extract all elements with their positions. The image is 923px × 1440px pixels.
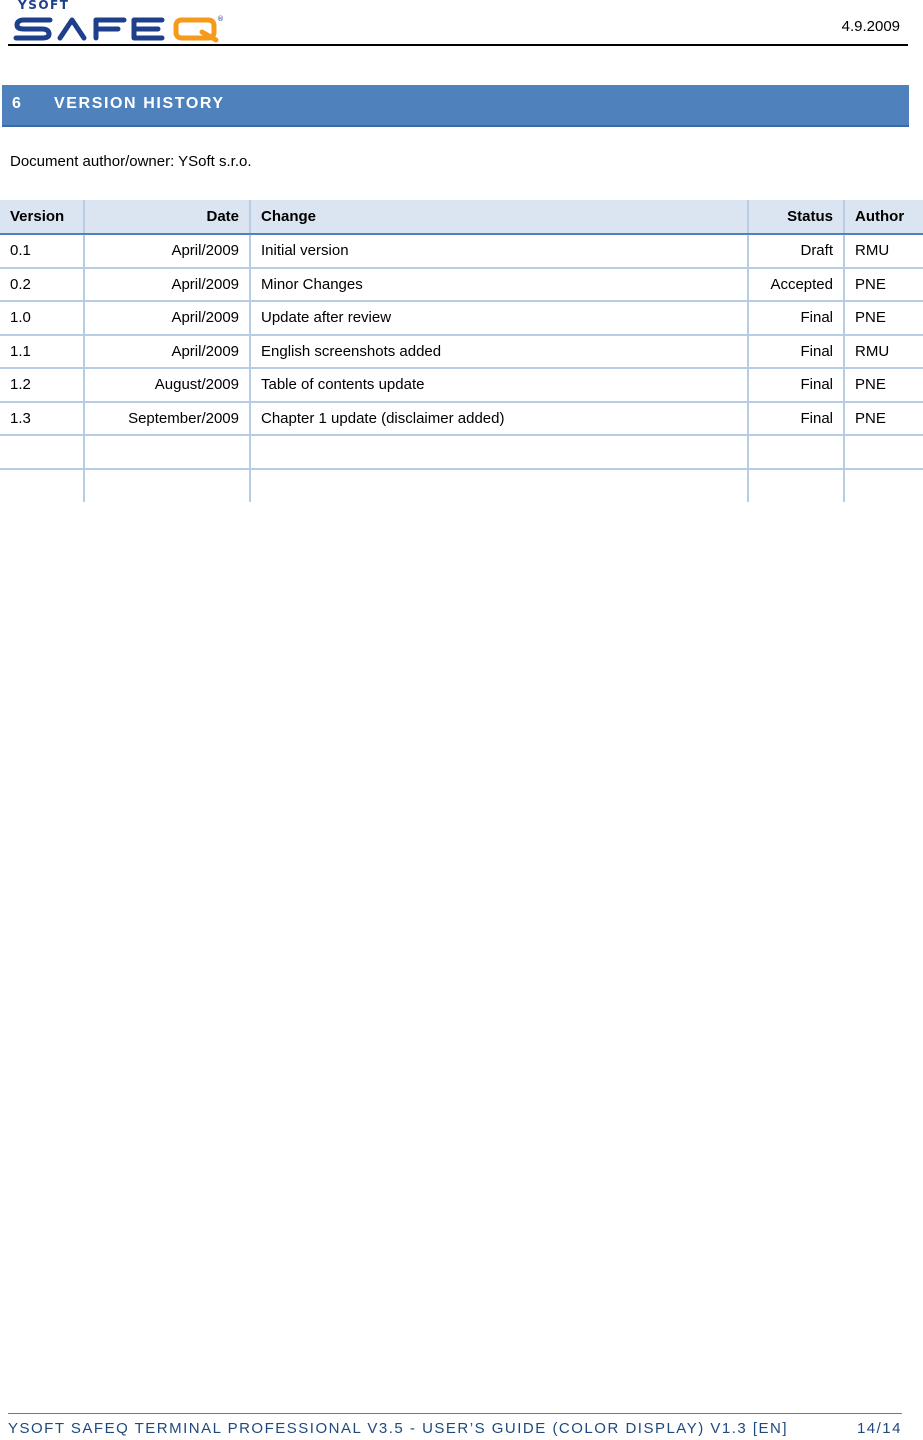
empty-cell [0,435,84,469]
cell-status: Final [748,402,844,436]
page-header [8,0,908,46]
version-history-table [0,200,923,502]
table-row [0,268,923,302]
safeq-wordmark-icon [12,12,222,42]
empty-cell [0,469,84,503]
cell-change: Chapter 1 update (disclaimer added) [250,402,748,436]
safeq-logo [12,0,222,42]
cell-change: Table of contents update [250,368,748,402]
cell-author: RMU [844,234,923,268]
cell-version: 1.1 [0,335,84,369]
section-title: VERSION HISTORY [54,95,225,112]
empty-cell [84,469,250,503]
cell-status: Draft [748,234,844,268]
table-header-row [0,200,923,234]
logo-ysoft-text: YSOFT [18,0,70,12]
table-row [0,301,923,335]
column-header-status: Status [748,200,844,234]
cell-date: April/2009 [84,234,250,268]
section-heading [2,85,909,127]
table-row [0,335,923,369]
cell-version: 0.1 [0,234,84,268]
empty-cell [250,469,748,503]
cell-date: April/2009 [84,301,250,335]
empty-cell [844,435,923,469]
cell-status: Final [748,368,844,402]
empty-cell [748,469,844,503]
cell-status: Final [748,335,844,369]
column-header-author: Author [844,200,923,234]
cell-date: August/2009 [84,368,250,402]
cell-date: April/2009 [84,335,250,369]
cell-date: April/2009 [84,268,250,302]
empty-cell [748,435,844,469]
document-owner: Document author/owner: YSoft s.r.o. [10,153,252,170]
cell-status: Accepted [748,268,844,302]
column-header-date: Date [84,200,250,234]
cell-version: 1.0 [0,301,84,335]
cell-author: PNE [844,301,923,335]
table-row [0,402,923,436]
empty-table-row [0,435,923,469]
cell-author: PNE [844,268,923,302]
page-footer [8,1413,902,1437]
cell-author: PNE [844,402,923,436]
table-row [0,368,923,402]
empty-table-row [0,469,923,503]
cell-version: 1.2 [0,368,84,402]
cell-change: Update after review [250,301,748,335]
cell-date: September/2009 [84,402,250,436]
footer-document-title: YSOFT SAFEQ TERMINAL PROFESSIONAL V3.5 - USER’S GUIDE (COLOR DISPLAY) V1.3 [EN] [8,1420,789,1437]
table-row [0,234,923,268]
footer-page-number: 14/14 [856,1420,902,1437]
column-header-version: Version [0,200,84,234]
empty-cell [250,435,748,469]
header-date: 4.9.2009 [841,18,900,35]
empty-cell [84,435,250,469]
cell-change: Minor Changes [250,268,748,302]
cell-author: RMU [844,335,923,369]
cell-version: 1.3 [0,402,84,436]
section-number: 6 [12,95,22,112]
cell-status: Final [748,301,844,335]
cell-author: PNE [844,368,923,402]
cell-version: 0.2 [0,268,84,302]
column-header-change: Change [250,200,748,234]
empty-cell [844,469,923,503]
cell-change: Initial version [250,234,748,268]
svg-text:®: ® [217,15,224,23]
cell-change: English screenshots added [250,335,748,369]
